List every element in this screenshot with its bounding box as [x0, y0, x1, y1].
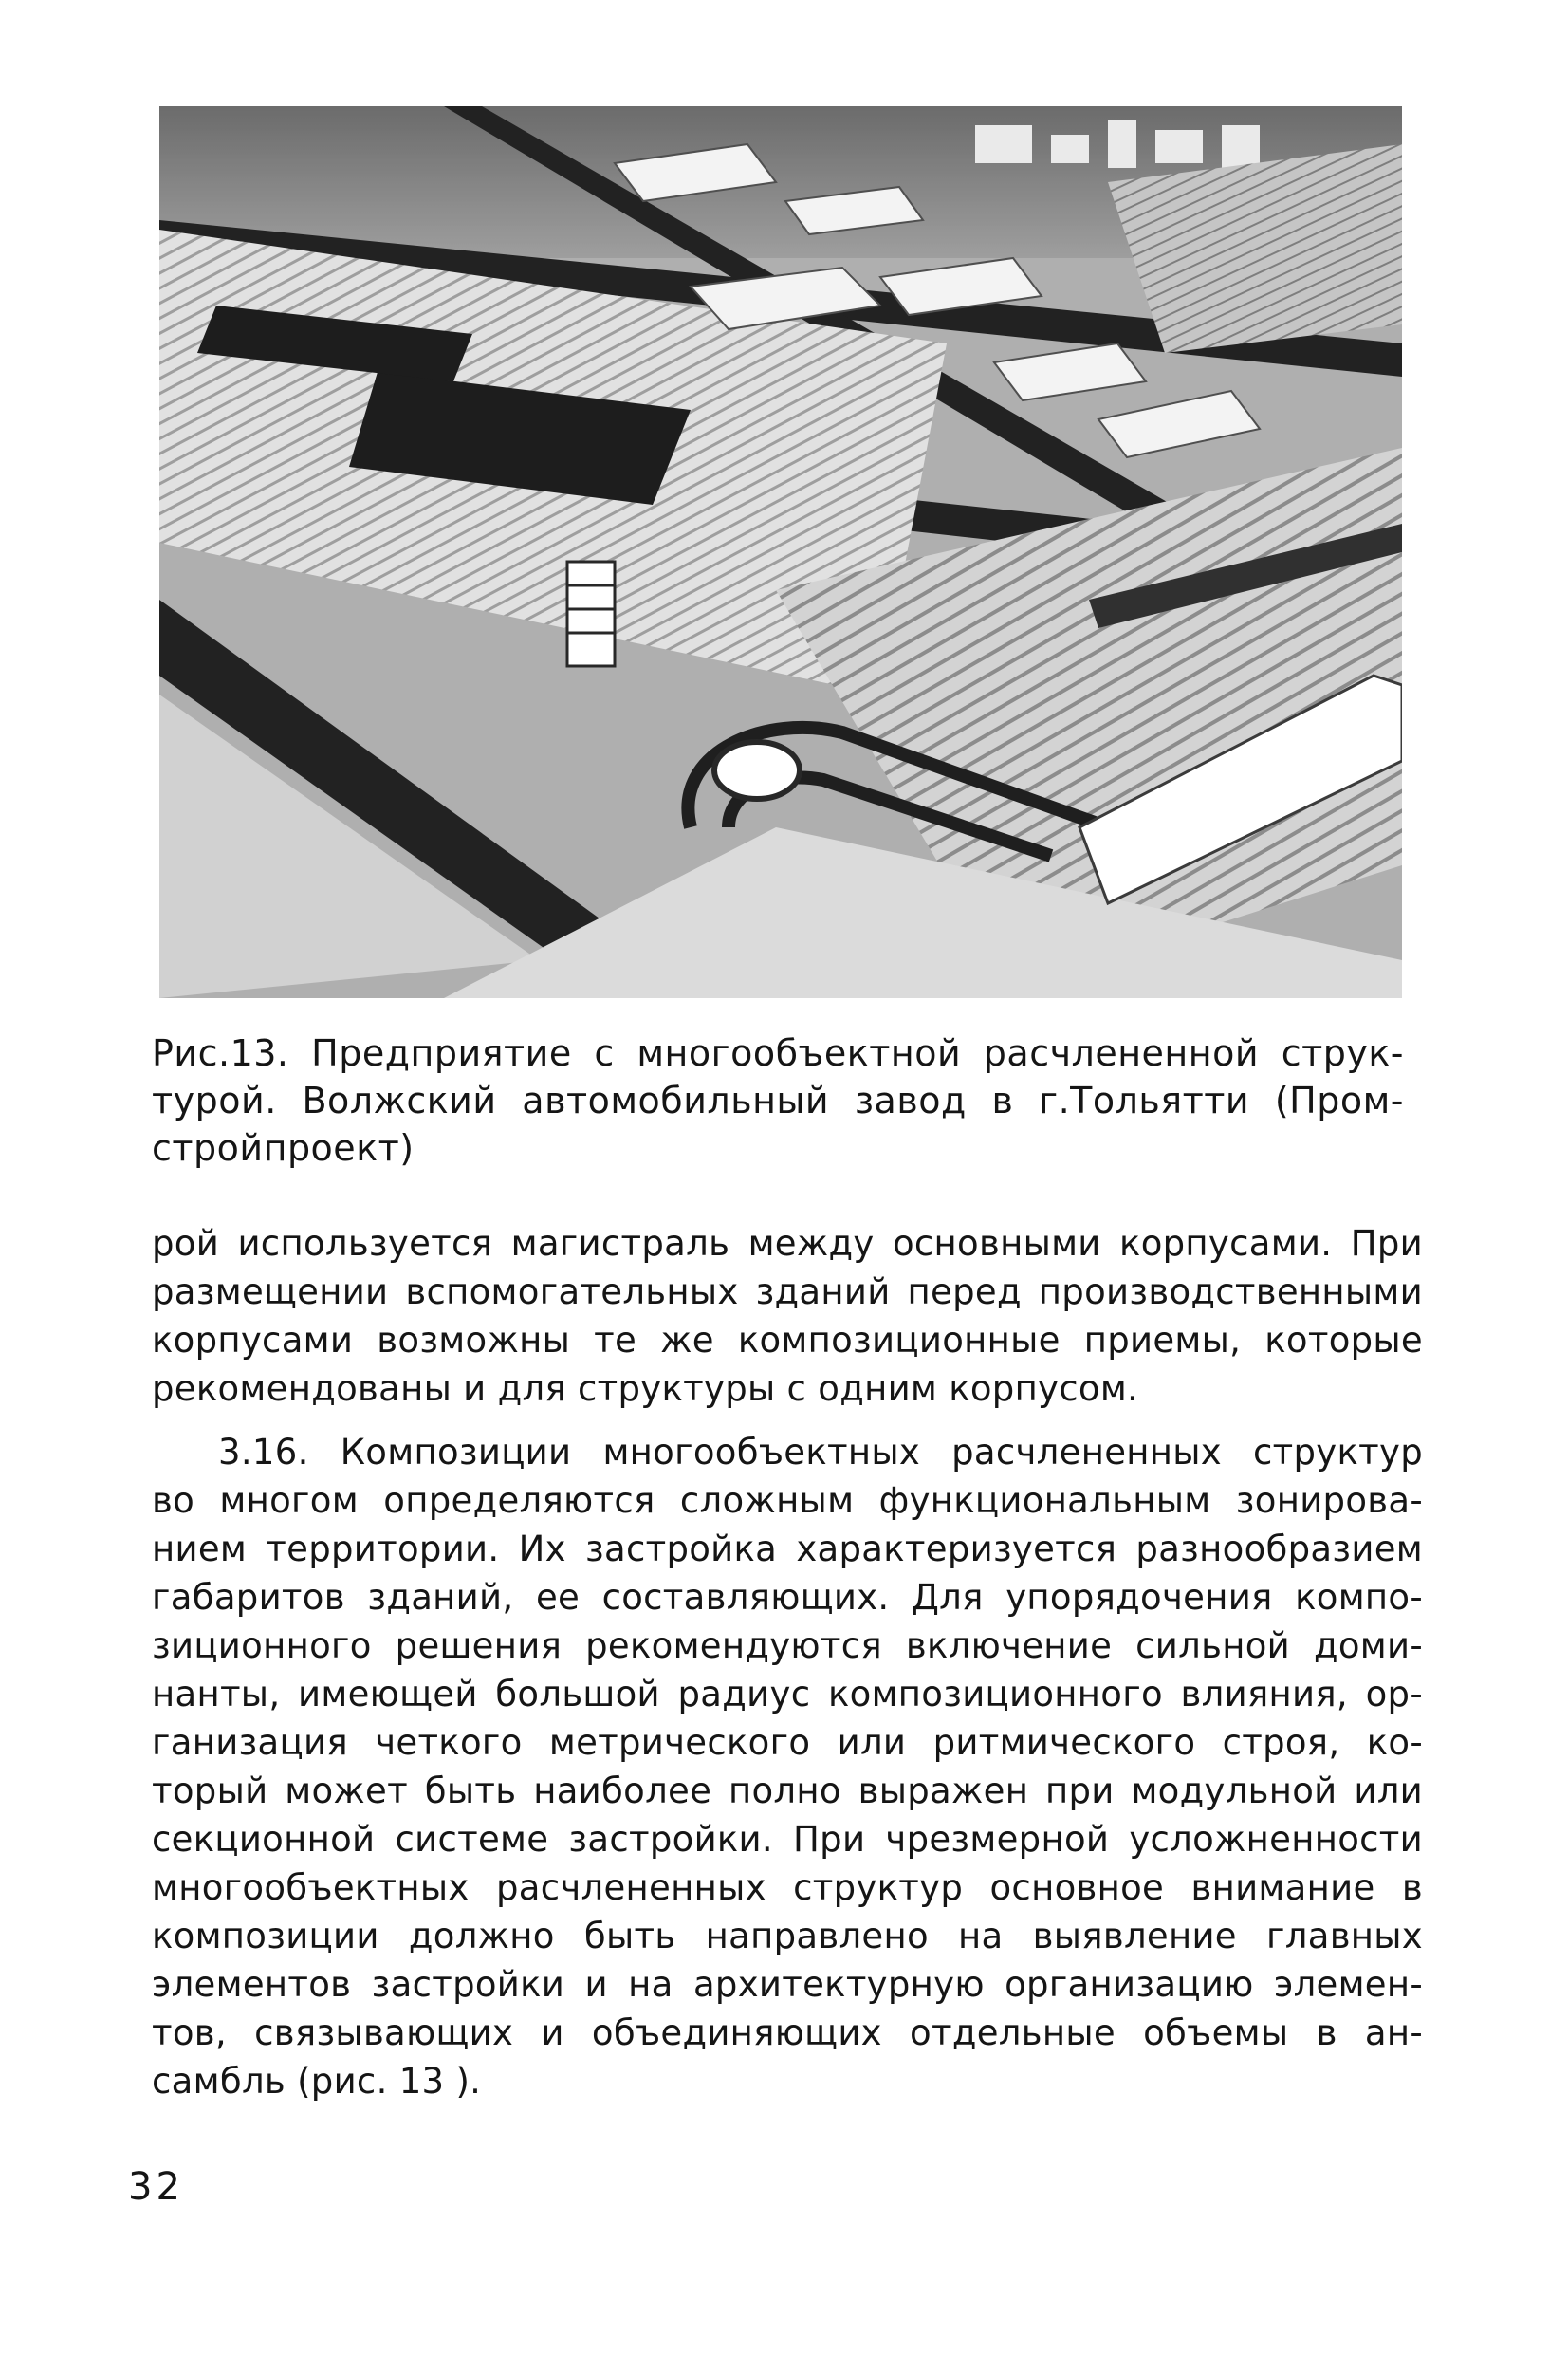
text-line: нием территории. Их застройка характеризуется разнообразием — [152, 1529, 1423, 1569]
text-line: многообъектных расчлененных структур основное внимание в — [152, 1867, 1423, 1908]
factory-aerial-photo — [159, 106, 1402, 998]
text-line: габаритов зданий, ее составляющих. Для упорядочения компо- — [152, 1577, 1423, 1618]
text-line: торый может быть наиболее полно выражен при модульной или — [152, 1770, 1423, 1811]
caption-line: турой. Волжский автомобильный завод в г.Тольятти (Пром- — [152, 1080, 1404, 1121]
text-line: рекомендованы и для структуры с одним корпусом. — [152, 1368, 1139, 1409]
page-number: 32 — [128, 2165, 184, 2209]
text-line: размещении вспомогательных зданий перед производственными — [152, 1271, 1423, 1312]
text-line: корпусами возможны те же композиционные приемы, которые — [152, 1320, 1423, 1361]
text-line: рой используется магистраль между основными корпусами. При — [152, 1223, 1423, 1264]
text-line: самбль (рис. 13 ). — [152, 2061, 482, 2102]
text-line: ганизация четкого метрического или ритмического строя, ко- — [152, 1722, 1423, 1763]
continued-paragraph — [152, 1219, 1423, 1413]
text-line: тов, связывающих и объединяющих отдельные объемы в ан- — [152, 2012, 1423, 2053]
text-line: во многом определяются сложным функциональным зонирова- — [152, 1480, 1423, 1521]
factory-model-image — [159, 106, 1402, 998]
figure-caption — [152, 1029, 1404, 1172]
section-3-16-paragraph — [152, 1428, 1423, 2105]
text-line: 3.16. Композиции многообъектных расчлененных структур — [218, 1432, 1423, 1473]
caption-line: Рис.13. Предприятие с многообъектной расчлененной струк- — [152, 1032, 1404, 1074]
text-line: элементов застройки и на архитектурную организацию элемен- — [152, 1964, 1423, 2005]
text-line: секционной системе застройки. При чрезмерной усложненности — [152, 1819, 1423, 1860]
text-line: композиции должно быть направлено на выявление главных — [152, 1916, 1423, 1956]
text-line: зиционного решения рекомендуются включение сильной доми- — [152, 1625, 1423, 1666]
text-line: нанты, имеющей большой радиус композиционного влияния, ор- — [152, 1674, 1423, 1715]
caption-line: стройпроект) — [152, 1127, 415, 1169]
